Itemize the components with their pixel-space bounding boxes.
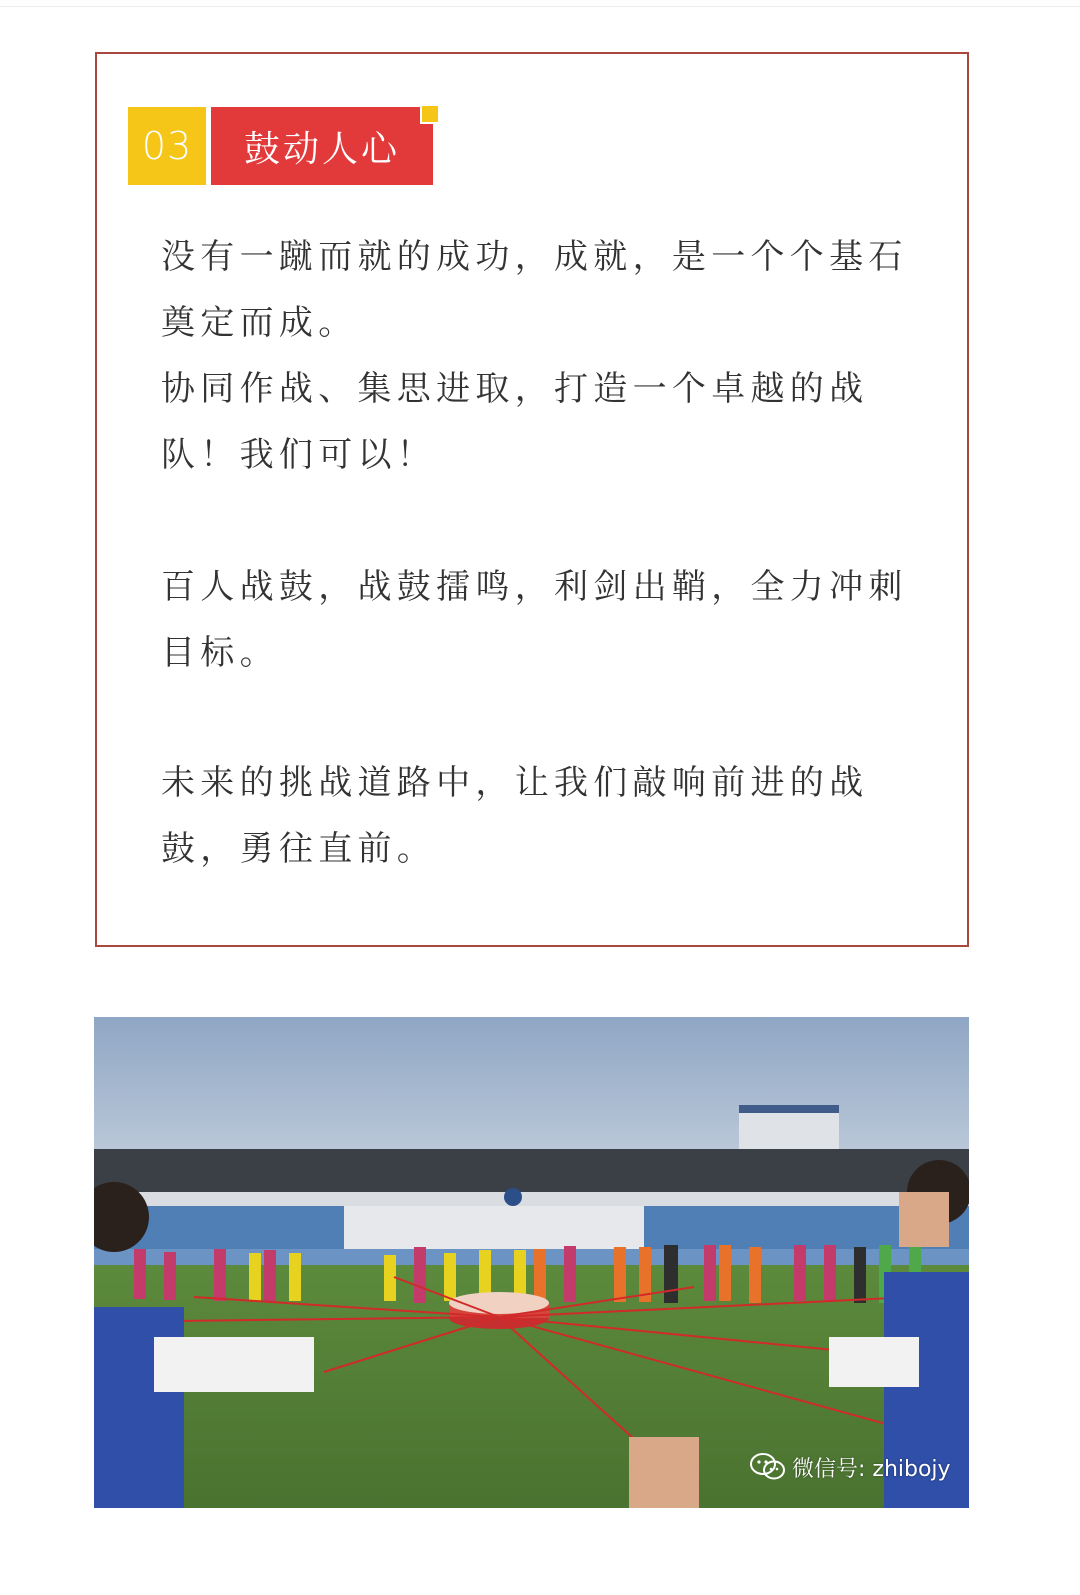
top-divider xyxy=(0,6,1080,7)
section-card xyxy=(95,52,969,947)
badge-corner-decoration xyxy=(420,104,440,124)
paragraph-2: 协同作战、集思进取，打造一个卓越的战队！我们可以！ xyxy=(161,369,869,475)
photo-illustration xyxy=(94,1017,969,1508)
section-title-badge: 鼓动人心 xyxy=(211,107,433,185)
team-drum-activity-photo xyxy=(94,1017,969,1508)
paragraph-1: 没有一蹴而就的成功，成就，是一个个基石奠定而成。 xyxy=(161,237,908,343)
photo-watermark xyxy=(750,1451,951,1483)
watermark-text: 微信号: zhibojy xyxy=(792,1456,951,1482)
paragraph-3: 百人战鼓，战鼓擂鸣，利剑出鞘，全力冲刺目标。 xyxy=(161,567,908,673)
paragraph-4: 未来的挑战道路中，让我们敲响前进的战鼓，勇往直前。 xyxy=(161,763,869,869)
wechat-icon xyxy=(750,1452,786,1482)
section-number-badge: 03 xyxy=(128,107,206,185)
